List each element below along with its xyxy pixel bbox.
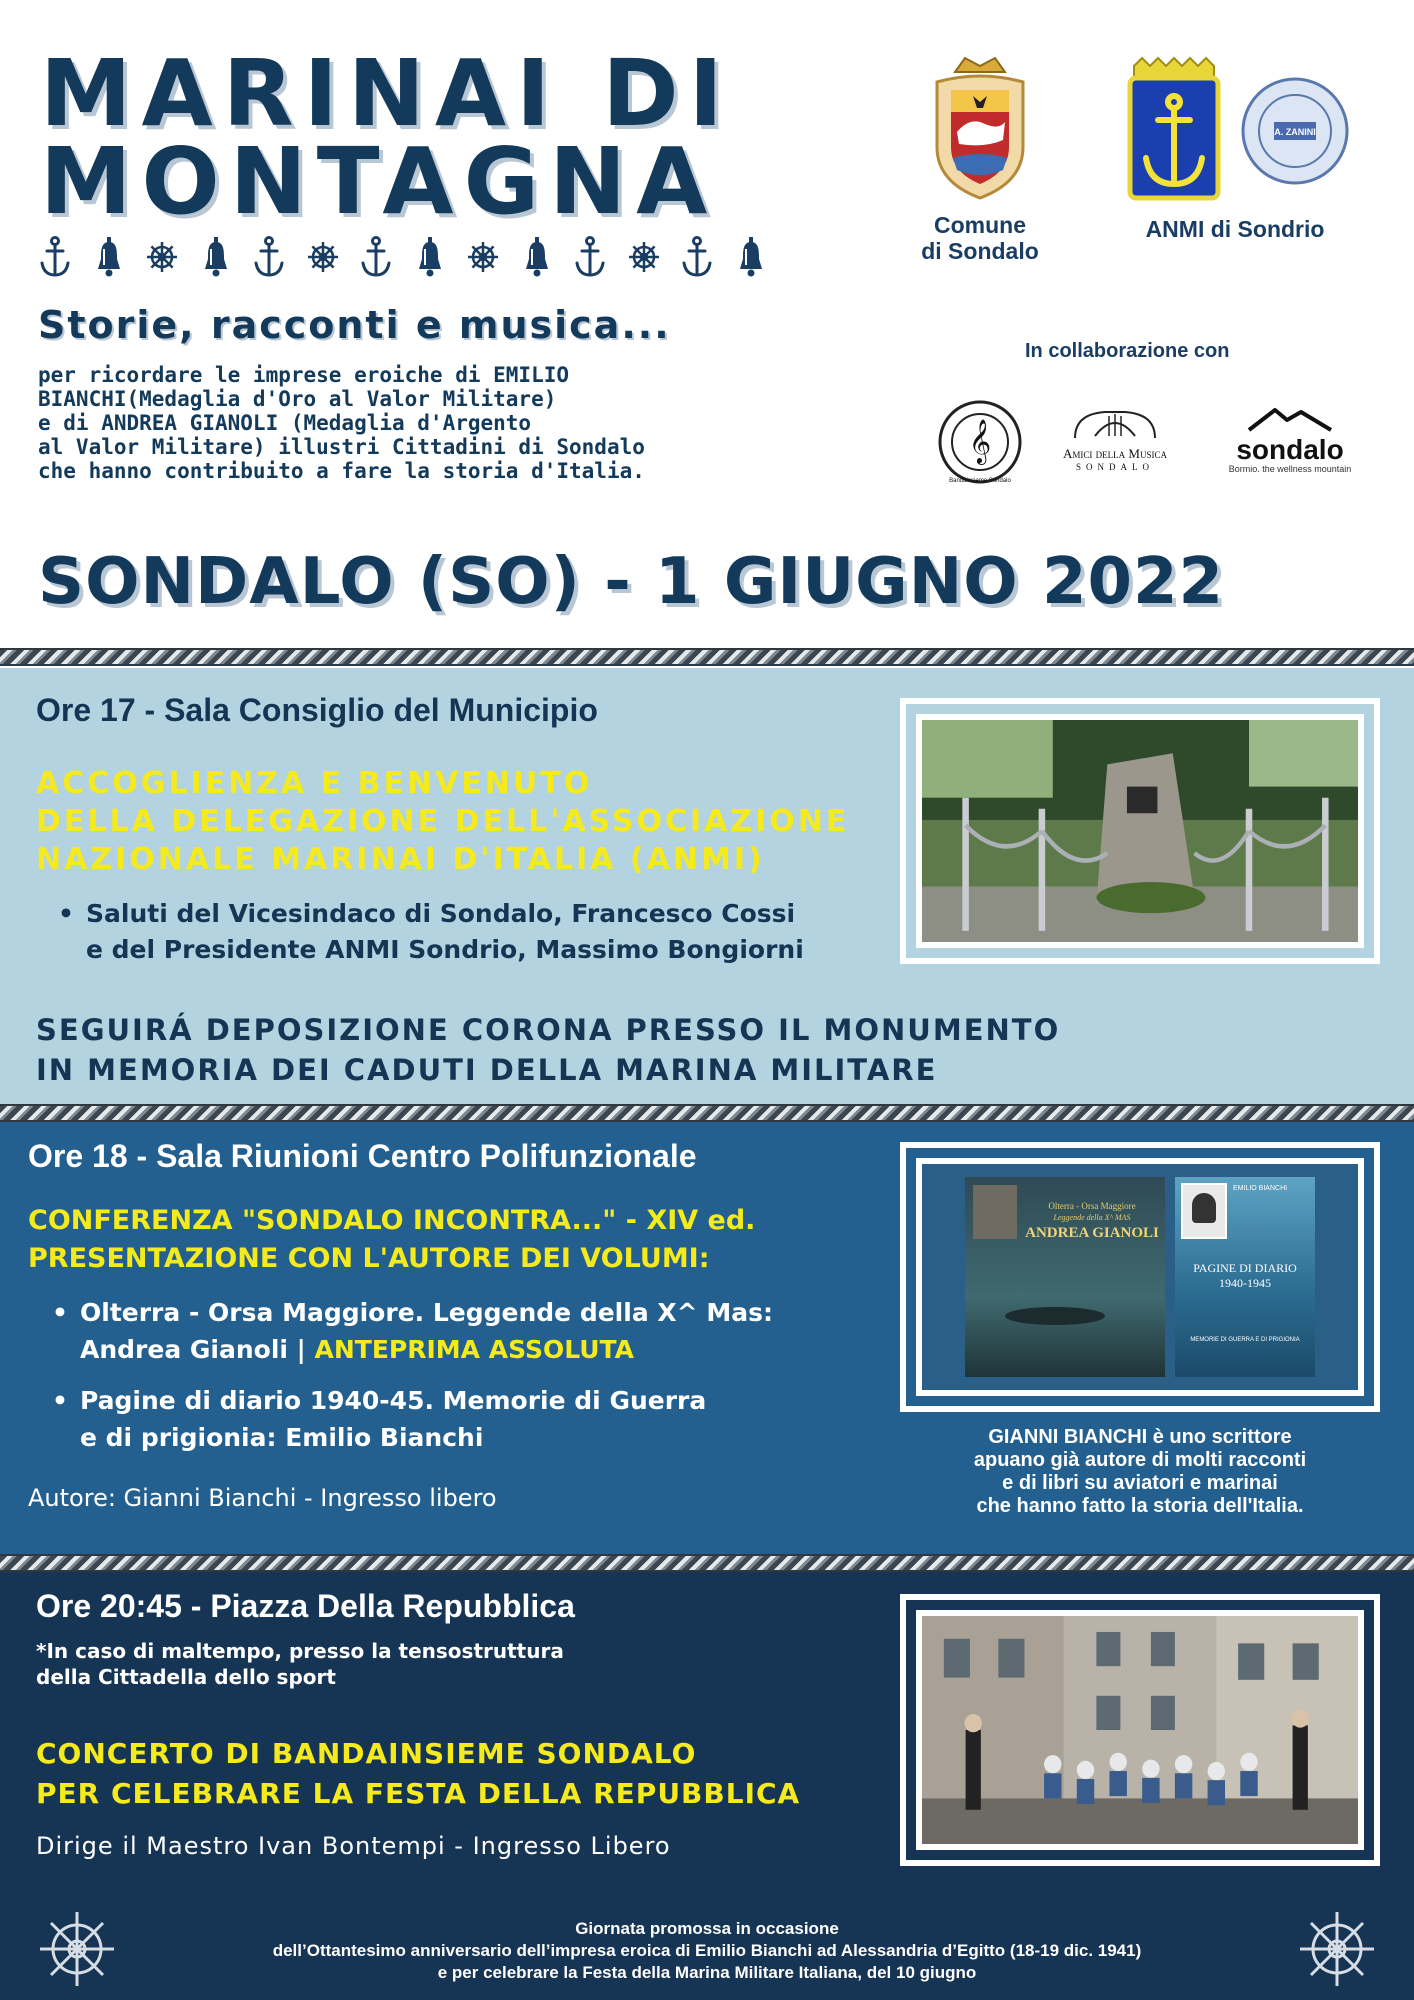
- bullet-line: • Olterra - Orsa Maggiore. Leggende della X^ Mas:: [80, 1298, 773, 1327]
- anchor-icon: [359, 235, 393, 279]
- comune-sondalo-logo: [905, 52, 1055, 264]
- zanini-seal-icon: [1240, 76, 1350, 186]
- portrait-silhouette: [1192, 1193, 1216, 1223]
- anmi-anchor-shield-icon: [1120, 56, 1228, 206]
- anchor-icon: [680, 235, 714, 279]
- book1-sub: Leggende della X^ MAS: [1053, 1213, 1131, 1222]
- section-1-title-line: ACCOGLIENZA E BENVENUTO: [36, 766, 593, 801]
- amici-line-1: Amici della Musica: [1063, 446, 1167, 461]
- list-item: [58, 896, 804, 968]
- partner-logos: [935, 398, 1385, 486]
- collaboration-label: In collaborazione con: [1025, 340, 1230, 362]
- monument-photo-frame: [900, 698, 1380, 964]
- book1-header: Olterra - Orsa Maggiore: [1048, 1201, 1136, 1211]
- amici-line-2: SONDALO: [1075, 462, 1154, 472]
- ship-wheel-icon: [306, 235, 340, 279]
- intro-line: per ricordare le imprese eroiche di EMILIO: [38, 363, 570, 387]
- bullet-line: • Saluti del Vicesindaco di Sondalo, Francesco Cossi: [86, 899, 796, 928]
- section-1-heading: Ore 17 - Sala Consiglio del Municipio: [36, 692, 598, 728]
- amici-musica-logo: [1045, 408, 1185, 472]
- anchor-icon: [573, 235, 607, 279]
- bell-icon: [520, 235, 554, 279]
- intro-line: che hanno contribuito a fare la storia d'Italia.: [38, 459, 645, 483]
- poster-title: [40, 40, 800, 235]
- title-line-1: MARINAI DI: [40, 40, 733, 147]
- section-2-title-line: CONFERENZA "SONDALO INCONTRA..." - XIV ed.: [28, 1205, 756, 1236]
- subtitle: Storie, racconti e musica...: [38, 303, 671, 347]
- bio-line: che hanno fatto la storia dell'Italia.: [976, 1495, 1304, 1517]
- comune-caption-line-1: Comune: [934, 212, 1026, 238]
- sondalo-tagline: Bormio. the wellness mountain: [1228, 464, 1352, 474]
- intro-paragraph: [38, 363, 728, 483]
- bandainsieme-text: Bandainsieme Sondalo: [949, 478, 1011, 484]
- bell-icon: [413, 235, 447, 279]
- comune-caption-line-2: di Sondalo: [921, 238, 1039, 264]
- rope-divider: [0, 1104, 1414, 1122]
- books-photo-frame: [900, 1142, 1380, 1412]
- conductor-info: Dirige il Maestro Ivan Bontempi - Ingresso Libero: [36, 1832, 671, 1860]
- footer-line: Giornata promossa in occasione: [575, 1919, 839, 1938]
- section-1-bullets: [58, 896, 804, 968]
- list-item: [52, 1382, 773, 1456]
- ship-wheel-icon: [466, 235, 500, 279]
- book2-title-line: 1940-1945: [1219, 1276, 1271, 1290]
- title-line-2: MONTAGNA: [40, 128, 718, 235]
- bullet-line: e di prigionia: Emilio Bianchi: [80, 1423, 484, 1452]
- bio-line: apuano già autore di molti racconti: [973, 1449, 1307, 1471]
- coat-of-arms-icon: [925, 52, 1035, 208]
- book2-sub: MEMORIE DI GUERRA E DI PRIGIONIA: [1190, 1337, 1300, 1343]
- ship-wheel-icon: [36, 1908, 118, 1990]
- anmi-sondrio-logo: [1120, 54, 1350, 242]
- concert-photo-frame: [900, 1594, 1380, 1866]
- list-item: [52, 1294, 773, 1368]
- book-cover-bianchi: [1175, 1177, 1315, 1377]
- footer-note: [160, 1918, 1254, 1984]
- footer-line: dell’Ottantesimo anniversario dell’impresa eroica di Emilio Bianchi ad Alessandria d’Egitto (18-19 dic. 1941): [272, 1941, 1142, 1960]
- anchor-icon: [252, 235, 286, 279]
- zanini-seal-text: A. ZANINI: [1274, 127, 1316, 137]
- lyre-emblem-icon: [1065, 408, 1165, 442]
- note-line: della Cittadella dello sport: [36, 1665, 336, 1689]
- portrait-gianoli: [973, 1185, 1017, 1239]
- book1-title: ANDREA GIANOLI: [1025, 1225, 1159, 1241]
- intro-line: e di ANDREA GIANOLI (Medaglia d'Argento: [38, 411, 532, 435]
- bell-icon: [734, 235, 768, 279]
- concert-image: [922, 1616, 1358, 1844]
- bullet-line: • Pagine di diario 1940-45. Memorie di Guerra: [80, 1386, 707, 1415]
- closing-line: IN MEMORIA DEI CADUTI DELLA MARINA MILITARE: [36, 1053, 938, 1087]
- mountain-icon: [1245, 406, 1335, 432]
- section-2-heading: Ore 18 - Sala Riunioni Centro Polifunzionale: [28, 1138, 697, 1174]
- bio-line: GIANNI BIANCHI è uno scrittore: [988, 1426, 1292, 1448]
- section-2-title-line: PRESENTAZIONE CON L'AUTORE DEI VOLUMI:: [28, 1243, 710, 1274]
- concert-photo: [916, 1610, 1364, 1850]
- intro-line: al Valor Militare) illustri Cittadini di Sondalo: [38, 435, 645, 459]
- sondalo-brand-logo: [1220, 406, 1360, 474]
- ship-wheel-icon: [1296, 1908, 1378, 1990]
- bullet-line: [80, 1331, 773, 1368]
- ship-wheel-icon: [145, 235, 179, 279]
- section-2-author: Autore: Gianni Bianchi - Ingresso libero: [28, 1484, 497, 1512]
- books-photo: [916, 1158, 1364, 1396]
- monument-image: [922, 720, 1358, 942]
- anteprima-highlight: ANTEPRIMA ASSOLUTA: [314, 1335, 635, 1364]
- bullet-line: e del Presidente ANMI Sondrio, Massimo Bongiorni: [86, 935, 804, 964]
- section-3-title-line: PER CELEBRARE LA FESTA DELLA REPUBBLICA: [36, 1777, 801, 1810]
- section-1-title-line: DELLA DELEGAZIONE DELL'ASSOCIAZIONE: [36, 804, 850, 839]
- bell-icon: [199, 235, 233, 279]
- section-1-title: [36, 765, 849, 879]
- bandainsieme-logo: [935, 398, 1025, 486]
- section-1-closing: [36, 1010, 1060, 1090]
- rope-divider: [0, 1554, 1414, 1572]
- svg-text:𝄞: 𝄞: [968, 419, 992, 463]
- book2-title-line: PAGINE DI DIARIO: [1193, 1261, 1297, 1275]
- rope-divider: [0, 648, 1414, 666]
- portrait-bianchi: [1181, 1183, 1227, 1239]
- intro-line: BIANCHI(Medaglia d'Oro al Valor Militare): [38, 387, 557, 411]
- bell-icon: [92, 235, 126, 279]
- sondalo-brand-text: sondalo: [1236, 434, 1344, 465]
- bullet-text: Andrea Gianoli |: [80, 1335, 315, 1364]
- section-ore-18: [0, 1122, 1414, 1554]
- section-ore-17: [0, 668, 1414, 1104]
- ship-wheel-icon: [627, 235, 661, 279]
- footer-line: e per celebrare la Festa della Marina Militare Italiana, del 10 giugno: [437, 1963, 977, 1982]
- section-3-heading: Ore 20:45 - Piazza Della Repubblica: [36, 1588, 575, 1624]
- section-2-bullets: [52, 1294, 773, 1456]
- book2-title: [1175, 1261, 1315, 1291]
- section-3-title-line: CONCERTO DI BANDAINSIEME SONDALO: [36, 1737, 697, 1770]
- closing-line: SEGUIRÁ DEPOSIZIONE CORONA PRESSO IL MONUMENTO: [36, 1013, 1061, 1047]
- anmi-caption: ANMI di Sondrio: [1145, 216, 1325, 242]
- monument-photo: [916, 714, 1364, 948]
- bio-line: e di libri su aviatori e marinai: [1002, 1472, 1278, 1494]
- section-3-title: [36, 1734, 800, 1814]
- book2-header: EMILIO BIANCHI: [1233, 1185, 1288, 1192]
- nautical-ornament-row: [38, 232, 768, 282]
- section-2-title: [28, 1202, 755, 1278]
- note-line: *In caso di maltempo, presso la tensostruttura: [36, 1639, 564, 1663]
- author-bio: [900, 1426, 1380, 1518]
- book-cover-gianoli: [965, 1177, 1165, 1377]
- section-1-title-line: NAZIONALE MARINAI D'ITALIA (ANMI): [36, 842, 765, 877]
- weather-note: [36, 1638, 564, 1690]
- submarine-shape: [1005, 1307, 1105, 1325]
- anchor-icon: [38, 235, 72, 279]
- event-headline: SONDALO (SO) - 1 GIUGNO 2022: [38, 545, 1225, 619]
